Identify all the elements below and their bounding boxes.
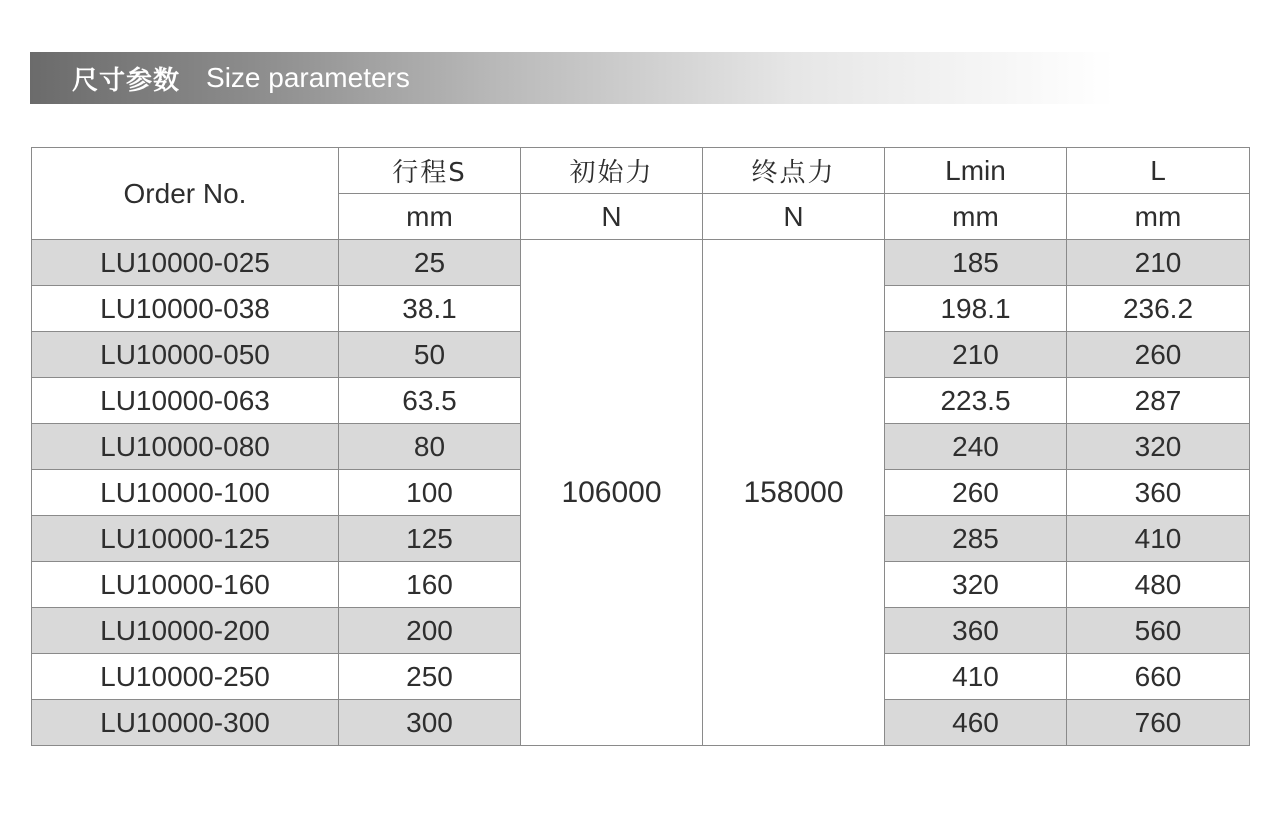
lmin-cell: 360 <box>885 608 1067 654</box>
lmin-cell: 223.5 <box>885 378 1067 424</box>
initial-force-cell: 106000 <box>521 240 703 746</box>
stroke-cell: 160 <box>339 562 521 608</box>
size-parameters-table <box>31 147 1250 746</box>
order-no-cell: LU10000-300 <box>32 700 339 746</box>
l-cell: 360 <box>1067 470 1250 516</box>
header-stroke: 行程S <box>339 148 521 194</box>
lmin-cell: 210 <box>885 332 1067 378</box>
l-cell: 760 <box>1067 700 1250 746</box>
header-order-no: Order No. <box>32 148 339 240</box>
lmin-cell: 410 <box>885 654 1067 700</box>
stroke-cell: 250 <box>339 654 521 700</box>
section-title-cn: 尺寸参数 <box>72 65 181 96</box>
l-cell: 210 <box>1067 240 1250 286</box>
l-cell: 410 <box>1067 516 1250 562</box>
stroke-cell: 25 <box>339 240 521 286</box>
stroke-cell: 125 <box>339 516 521 562</box>
unit-l: mm <box>1067 194 1250 240</box>
lmin-cell: 320 <box>885 562 1067 608</box>
l-cell: 480 <box>1067 562 1250 608</box>
unit-stroke: mm <box>339 194 521 240</box>
unit-initial-force: N <box>521 194 703 240</box>
l-cell: 560 <box>1067 608 1250 654</box>
order-no-cell: LU10000-050 <box>32 332 339 378</box>
table-header-row <box>32 148 1250 194</box>
stroke-cell: 80 <box>339 424 521 470</box>
stroke-cell: 200 <box>339 608 521 654</box>
header-l: L <box>1067 148 1250 194</box>
l-cell: 660 <box>1067 654 1250 700</box>
header-initial-force: 初始力 <box>521 148 703 194</box>
section-title-en: Size parameters <box>206 62 410 93</box>
order-no-cell: LU10000-200 <box>32 608 339 654</box>
order-no-cell: LU10000-080 <box>32 424 339 470</box>
stroke-cell: 63.5 <box>339 378 521 424</box>
unit-lmin: mm <box>885 194 1067 240</box>
order-no-cell: LU10000-038 <box>32 286 339 332</box>
order-no-cell: LU10000-025 <box>32 240 339 286</box>
section-header <box>30 52 1262 104</box>
stroke-cell: 300 <box>339 700 521 746</box>
order-no-cell: LU10000-250 <box>32 654 339 700</box>
order-no-cell: LU10000-100 <box>32 470 339 516</box>
lmin-cell: 260 <box>885 470 1067 516</box>
header-lmin: Lmin <box>885 148 1067 194</box>
lmin-cell: 460 <box>885 700 1067 746</box>
order-no-cell: LU10000-160 <box>32 562 339 608</box>
table-row <box>32 240 1250 286</box>
lmin-cell: 285 <box>885 516 1067 562</box>
end-force-cell: 158000 <box>703 240 885 746</box>
l-cell: 236.2 <box>1067 286 1250 332</box>
stroke-cell: 50 <box>339 332 521 378</box>
order-no-cell: LU10000-125 <box>32 516 339 562</box>
stroke-cell: 100 <box>339 470 521 516</box>
unit-end-force: N <box>703 194 885 240</box>
lmin-cell: 198.1 <box>885 286 1067 332</box>
l-cell: 320 <box>1067 424 1250 470</box>
order-no-cell: LU10000-063 <box>32 378 339 424</box>
header-end-force: 终点力 <box>703 148 885 194</box>
l-cell: 260 <box>1067 332 1250 378</box>
stroke-cell: 38.1 <box>339 286 521 332</box>
l-cell: 287 <box>1067 378 1250 424</box>
lmin-cell: 240 <box>885 424 1067 470</box>
lmin-cell: 185 <box>885 240 1067 286</box>
